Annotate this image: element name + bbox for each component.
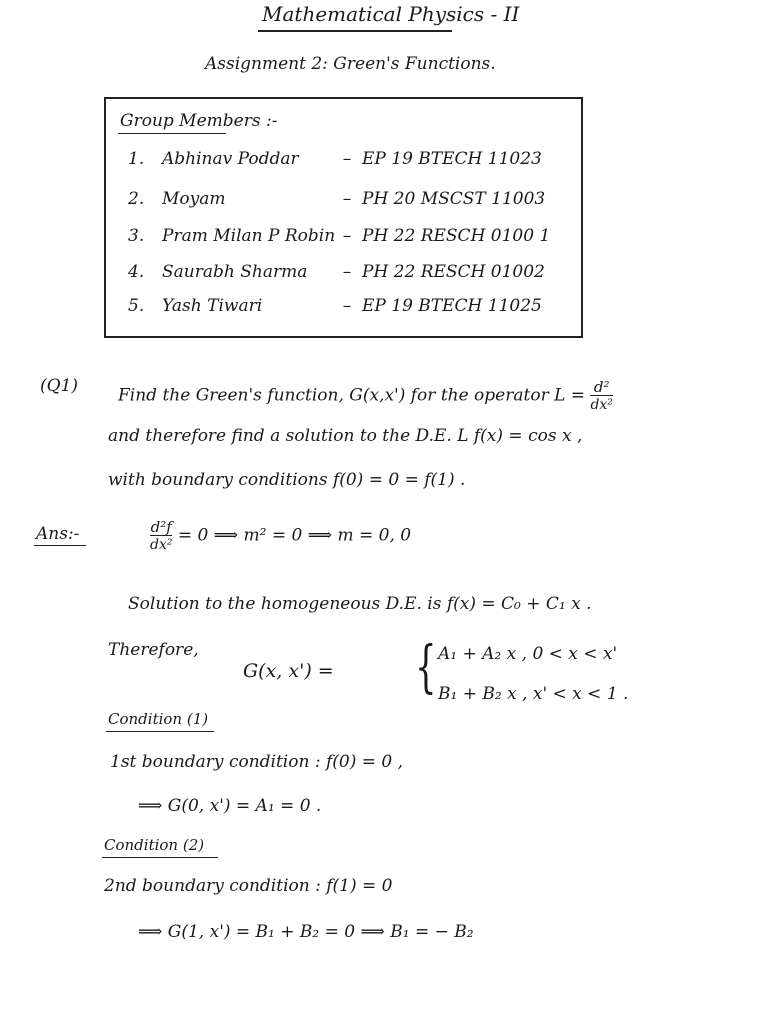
member-id: PH 22 RESCH 01002 — [362, 262, 545, 282]
condition-2-title: Condition (2) — [104, 836, 205, 854]
condition-1-text: 1st boundary condition : f(0) = 0 , — [110, 752, 404, 772]
member-row — [128, 296, 542, 316]
eq-numerator: d²f — [150, 518, 172, 536]
member-name: Yash Tiwari — [162, 296, 263, 316]
member-dash: – — [342, 226, 352, 246]
member-dash: – — [342, 149, 352, 169]
member-row — [128, 262, 545, 282]
green-function-lhs: G(x, x') = — [243, 660, 334, 682]
condition-1-result: ⟹ G(0, x') = A₁ = 0 . — [138, 796, 322, 816]
characteristic-equation — [150, 520, 411, 552]
eq-denominator: dx² — [150, 537, 173, 553]
member-number: 1. — [128, 149, 145, 169]
condition-2-underline — [102, 857, 218, 858]
member-number: 2. — [128, 189, 145, 209]
member-name: Saurabh Sharma — [162, 262, 308, 282]
member-row — [128, 149, 542, 169]
question-line-3: with boundary conditions f(0) = 0 = f(1) . — [108, 470, 466, 490]
answer-label-underline — [34, 545, 86, 546]
title-underline — [258, 30, 452, 32]
piecewise-brace: { — [415, 635, 437, 700]
member-number: 3. — [128, 226, 145, 246]
member-number: 5. — [128, 296, 145, 316]
condition-1-underline — [106, 731, 214, 732]
characteristic-equation-rest: = 0 ⟹ m² = 0 ⟹ m = 0, 0 — [177, 525, 412, 546]
question-line-1 — [118, 380, 613, 412]
member-dash: – — [342, 262, 352, 282]
condition-2-result: ⟹ G(1, x') = B₁ + B₂ = 0 ⟹ B₁ = − B₂ — [138, 922, 474, 942]
member-dash: – — [342, 189, 352, 209]
operator-lhs: L = — [554, 385, 586, 406]
answer-label: Ans:- — [36, 524, 80, 544]
operator-numerator: d² — [593, 378, 610, 396]
homogeneous-solution: Solution to the homogeneous D.E. is f(x) = C₀ + C₁ x . — [128, 594, 592, 614]
question-text: Find the Green's function, G(x,x') for the operator — [118, 385, 549, 406]
member-dash: – — [342, 296, 352, 316]
group-members-box — [104, 97, 583, 338]
condition-2-text: 2nd boundary condition : f(1) = 0 — [104, 876, 393, 896]
assignment-subtitle: Assignment 2: Green's Functions. — [205, 54, 496, 74]
group-heading-underline — [118, 133, 226, 134]
operator-denominator: dx² — [590, 397, 613, 413]
second-derivative-fraction — [150, 520, 172, 552]
member-name: Abhinav Poddar — [162, 149, 299, 169]
member-number: 4. — [128, 262, 145, 282]
member-row — [128, 226, 550, 246]
green-case-2: B₁ + B₂ x , x' < x < 1 . — [438, 684, 629, 704]
member-id: PH 20 MSCST 11003 — [362, 189, 546, 209]
green-case-1: A₁ + A₂ x , 0 < x < x' — [438, 644, 618, 664]
member-row — [128, 189, 545, 209]
group-heading: Group Members :- — [120, 111, 278, 131]
member-name: Pram Milan P Robin — [162, 226, 336, 246]
condition-1-title: Condition (1) — [108, 710, 209, 728]
therefore-text: Therefore, — [108, 640, 199, 660]
member-id: EP 19 BTECH 11025 — [362, 296, 542, 316]
page-title: Mathematical Physics - II — [262, 2, 520, 26]
operator-fraction — [590, 380, 612, 412]
question-label: (Q1) — [40, 376, 79, 396]
question-line-2: and therefore find a solution to the D.E. L f(x) = cos x , — [108, 426, 583, 446]
member-name: Moyam — [162, 189, 226, 209]
member-id: EP 19 BTECH 11023 — [362, 149, 542, 169]
member-id: PH 22 RESCH 0100 1 — [362, 226, 551, 246]
